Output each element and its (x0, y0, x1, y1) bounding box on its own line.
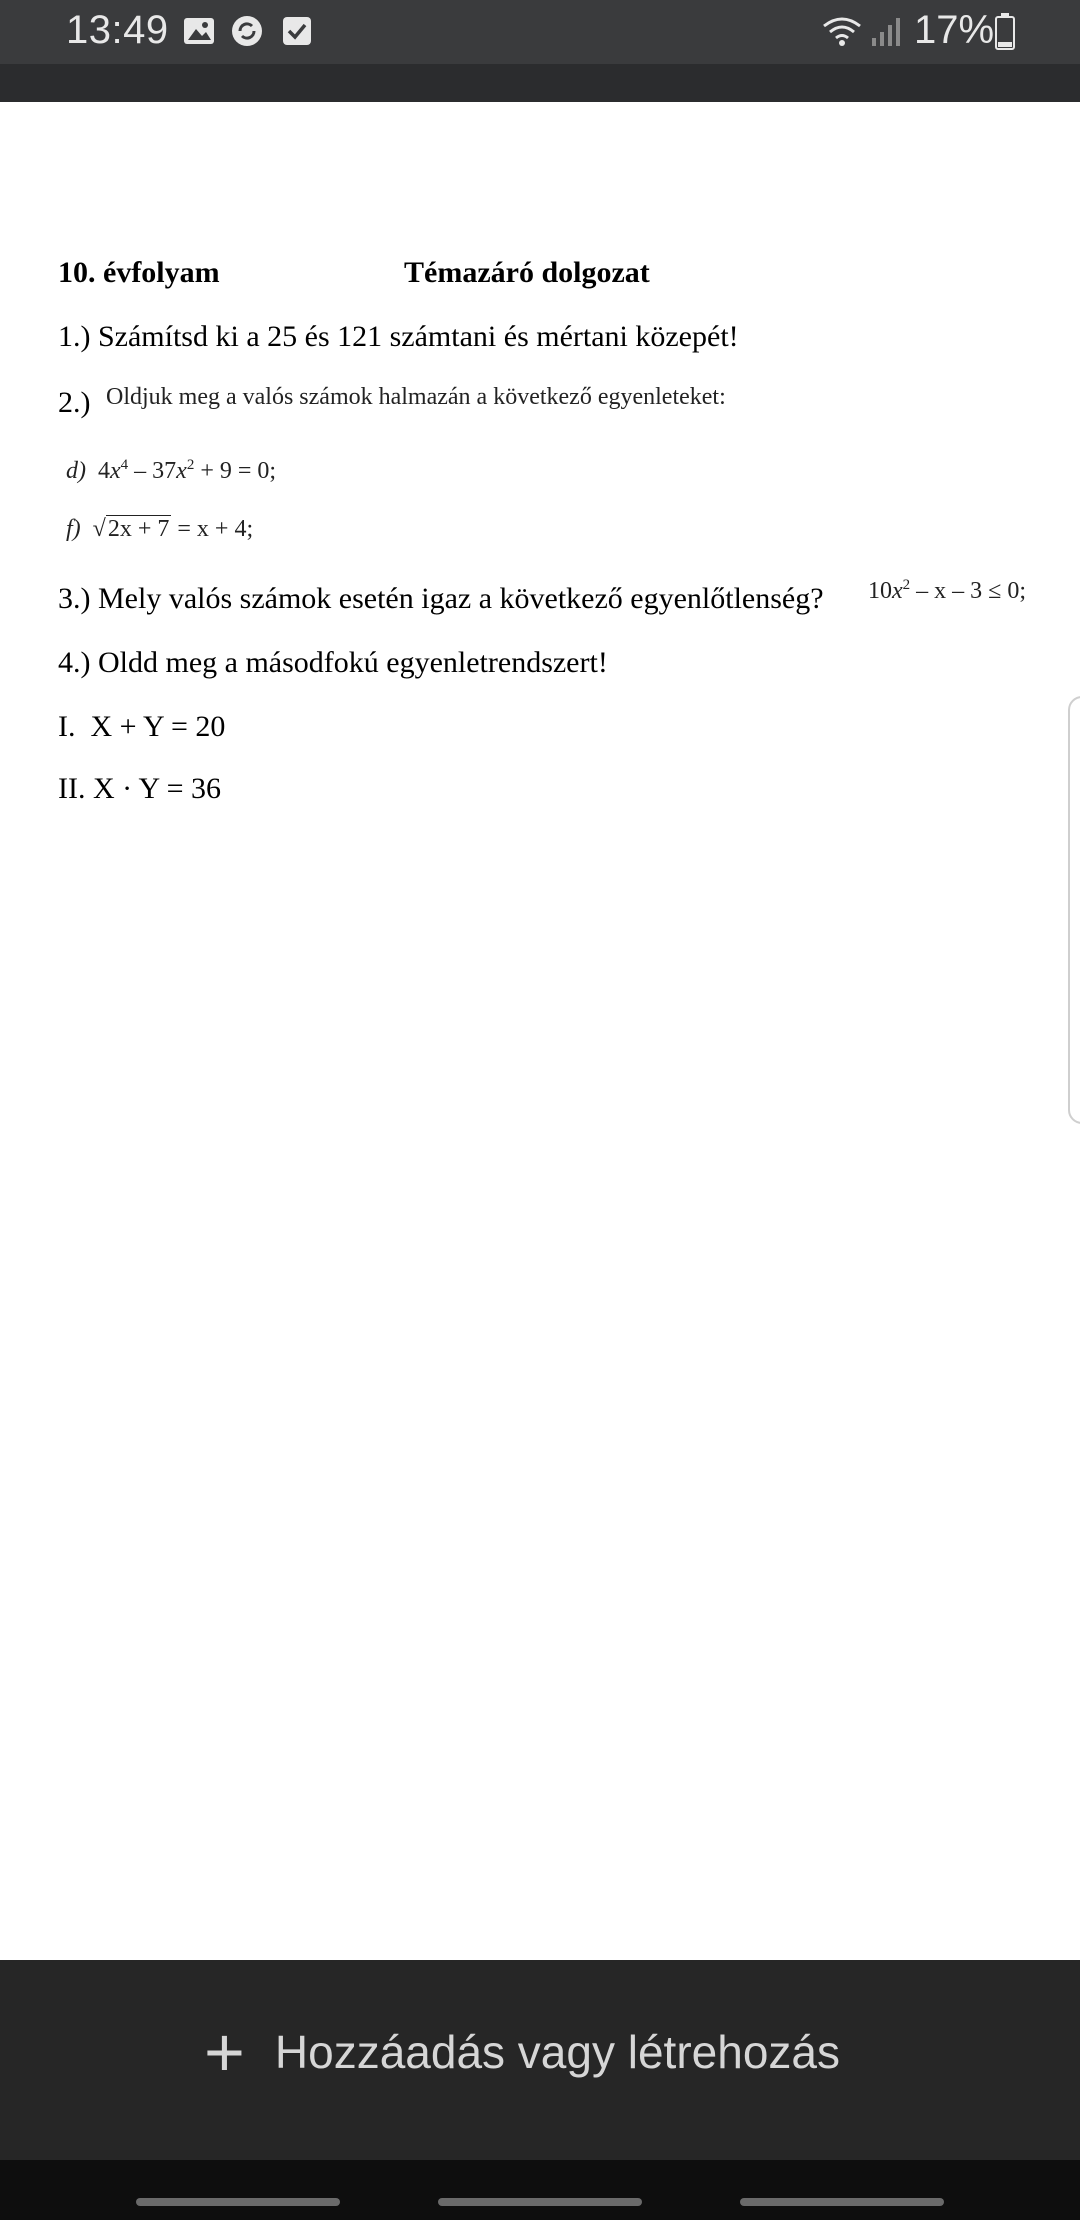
equation-f (66, 516, 253, 543)
side-panel-handle[interactable] (1068, 696, 1080, 1124)
doc-grade: 10. évfolyam (58, 256, 220, 289)
nav-home-button[interactable] (438, 2198, 642, 2206)
equation-f-radicand: 2x + 7 (107, 516, 170, 542)
wifi-icon (822, 14, 862, 48)
viewer-toolbar (0, 64, 1080, 102)
inequality-rest: – x – 3 ≤ 0; (910, 578, 1026, 604)
question-3: 3.) Mely valós számok esetén igaz a következő egyenlőtlenség? (58, 582, 824, 615)
question-2-text: Oldjuk meg a valós számok halmazán a következő egyenleteket: (106, 384, 726, 410)
doc-title: Témazáró dolgozat (404, 256, 650, 289)
system-nav-bar (0, 2160, 1080, 2220)
inequality-var: x (892, 578, 903, 604)
inequality-exponent: 2 (902, 577, 911, 593)
equation-I: I. X + Y = 20 (58, 710, 226, 743)
equation-d-exponent: 4 (120, 457, 129, 473)
inequality-coef: 10 (868, 578, 892, 604)
equation-d-var: x (110, 458, 121, 484)
battery-percent: 17% (914, 8, 995, 52)
equation-d (66, 458, 276, 485)
add-or-create-label: Hozzáadás vagy létrehozás (274, 2026, 840, 2078)
equation-d-exponent2: 2 (186, 457, 195, 473)
question-2-label: 2.) (58, 386, 91, 419)
plus-icon: + (204, 2013, 245, 2091)
equation-d-var2: x (176, 458, 187, 484)
signal-icon (868, 14, 902, 48)
sync-icon (230, 14, 264, 48)
add-or-create-button[interactable] (204, 2012, 840, 2092)
question-4: 4.) Oldd meg a másodfokú egyenletrendszert! (58, 646, 608, 679)
check-icon (280, 14, 314, 48)
question-1: 1.) Számítsd ki a 25 és 121 számtani és mértani közepét! (58, 320, 739, 353)
equation-II: II. X · Y = 36 (58, 772, 221, 805)
equation-f-label: f) (66, 516, 81, 542)
equation-d-rest: + 9 = 0; (194, 458, 277, 484)
equation-d-coef: 4 (98, 458, 110, 484)
bottom-action-bar (0, 1960, 1080, 2160)
equation-f-rest: = x + 4; (171, 516, 254, 542)
sqrt-symbol: √ (92, 516, 106, 542)
status-time: 13:49 (66, 8, 169, 52)
battery-icon (994, 12, 1016, 50)
image-icon (182, 14, 216, 48)
document-page (0, 102, 1080, 1960)
nav-recents-button[interactable] (740, 2198, 944, 2206)
equation-d-term: – 37 (128, 458, 177, 484)
nav-back-button[interactable] (136, 2198, 340, 2206)
status-bar (0, 0, 1080, 64)
inequality (868, 578, 1026, 605)
equation-d-label: d) (66, 458, 86, 484)
